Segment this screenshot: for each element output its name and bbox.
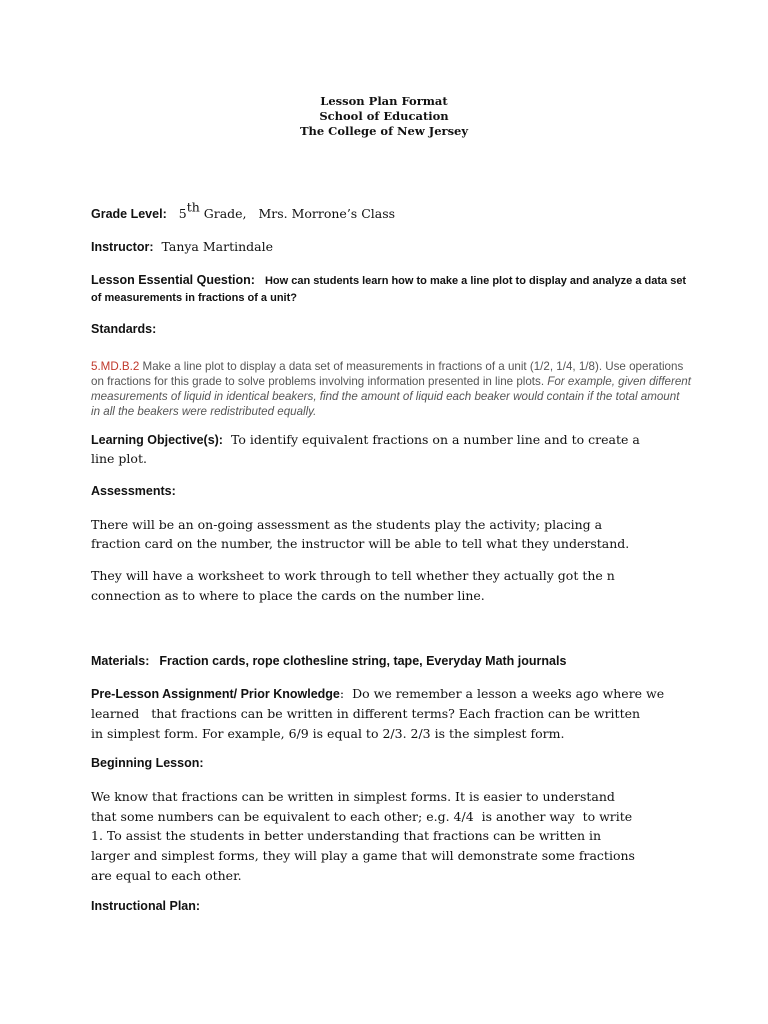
materials-label: Materials:: [91, 654, 150, 668]
prior-knowledge-line1: Do we remember a lesson a weeks ago where we: [352, 686, 665, 701]
objectives-label: Learning Objective(s):: [91, 433, 223, 447]
assessments-label: Assessments:: [91, 484, 176, 498]
instructor-name: Tanya Martindale: [161, 239, 274, 254]
assessment-para1-line2: fraction card on the number, the instructor will be able to tell what they understand.: [91, 536, 630, 551]
grade-level-value: Grade, Mrs. Morrone’s Class: [199, 206, 396, 221]
essential-question-row: [91, 271, 686, 289]
instructional-plan-label: Instructional Plan:: [91, 899, 201, 913]
standards-text: [91, 359, 691, 419]
assessment-para1-line1: There will be an on-going assessment as the students play the activity; placing a: [91, 517, 603, 532]
school-name: School of Education: [319, 109, 449, 123]
standards-label: Standards:: [91, 322, 157, 336]
document-title: Lesson Plan Format: [320, 94, 448, 108]
beginning-lesson-label: Beginning Lesson:: [91, 756, 204, 770]
objectives-line2: line plot.: [91, 451, 147, 466]
assessment-para2-line1: They will have a worksheet to work through to tell whether they actually got the n: [91, 568, 615, 583]
college-name: The College of New Jersey: [299, 124, 469, 138]
essential-question-line2: of measurements in fractions of a unit?: [91, 292, 297, 304]
standard-code: 5.MD.B.2: [91, 360, 140, 373]
grade-level-row: [91, 199, 396, 223]
prior-knowledge-line3: in simplest form. For example, 6/9 is equal to 2/3. 2/3 is the simplest form.: [91, 726, 565, 741]
beginning-line2: that some numbers can be equivalent to each other; e.g. 4/4 is another way to write: [91, 809, 633, 824]
beginning-line5: are equal to each other.: [91, 868, 242, 883]
essential-question-line1: How can students learn how to make a line plot to display and analyze a data set: [264, 275, 687, 287]
essential-question-label: Lesson Essential Question:: [91, 273, 255, 287]
prior-knowledge-row: [91, 685, 664, 703]
materials-value: Fraction cards, rope clothesline string, tape, Everyday Math journals: [159, 654, 567, 668]
materials-row: [91, 652, 566, 670]
prior-knowledge-label: Pre-Lesson Assignment/ Prior Knowledge: [91, 687, 340, 701]
assessment-para2-line2: connection as to where to place the cards on the number line.: [91, 588, 485, 603]
objectives-line1: To identify equivalent fractions on a number line and to create a: [230, 432, 640, 447]
grade-level-label: Grade Level:: [91, 207, 167, 221]
standard-example: For example, given different measurements of liquid in identical beakers, find the amount of liquid each beaker would contain if the total amount in all the beakers were redistributed equally.: [91, 375, 691, 418]
beginning-line3: 1. To assist the students in better understanding that fractions can be written in: [91, 828, 602, 843]
objectives-row: [91, 431, 640, 449]
grade-level-number: 5: [178, 206, 187, 221]
prior-knowledge-line2: learned that fractions can be written in different terms? Each fraction can be written: [91, 706, 641, 721]
instructor-label: Instructor:: [91, 240, 154, 254]
instructor-row: [91, 238, 273, 256]
standard-description: Make a line plot to display a data set of measurements in fractions of a unit (1/2, 1/4, 1/8). Use operations on fractions for this grade to solve problems involving information presented in line plots.: [91, 360, 684, 388]
prior-knowledge-colon: :: [339, 686, 345, 701]
beginning-line4: larger and simplest forms, they will play a game that will demonstrate some fractions: [91, 848, 635, 863]
beginning-line1: We know that fractions can be written in simplest forms. It is easier to understand: [91, 789, 615, 804]
grade-level-suffix: th: [186, 199, 200, 215]
